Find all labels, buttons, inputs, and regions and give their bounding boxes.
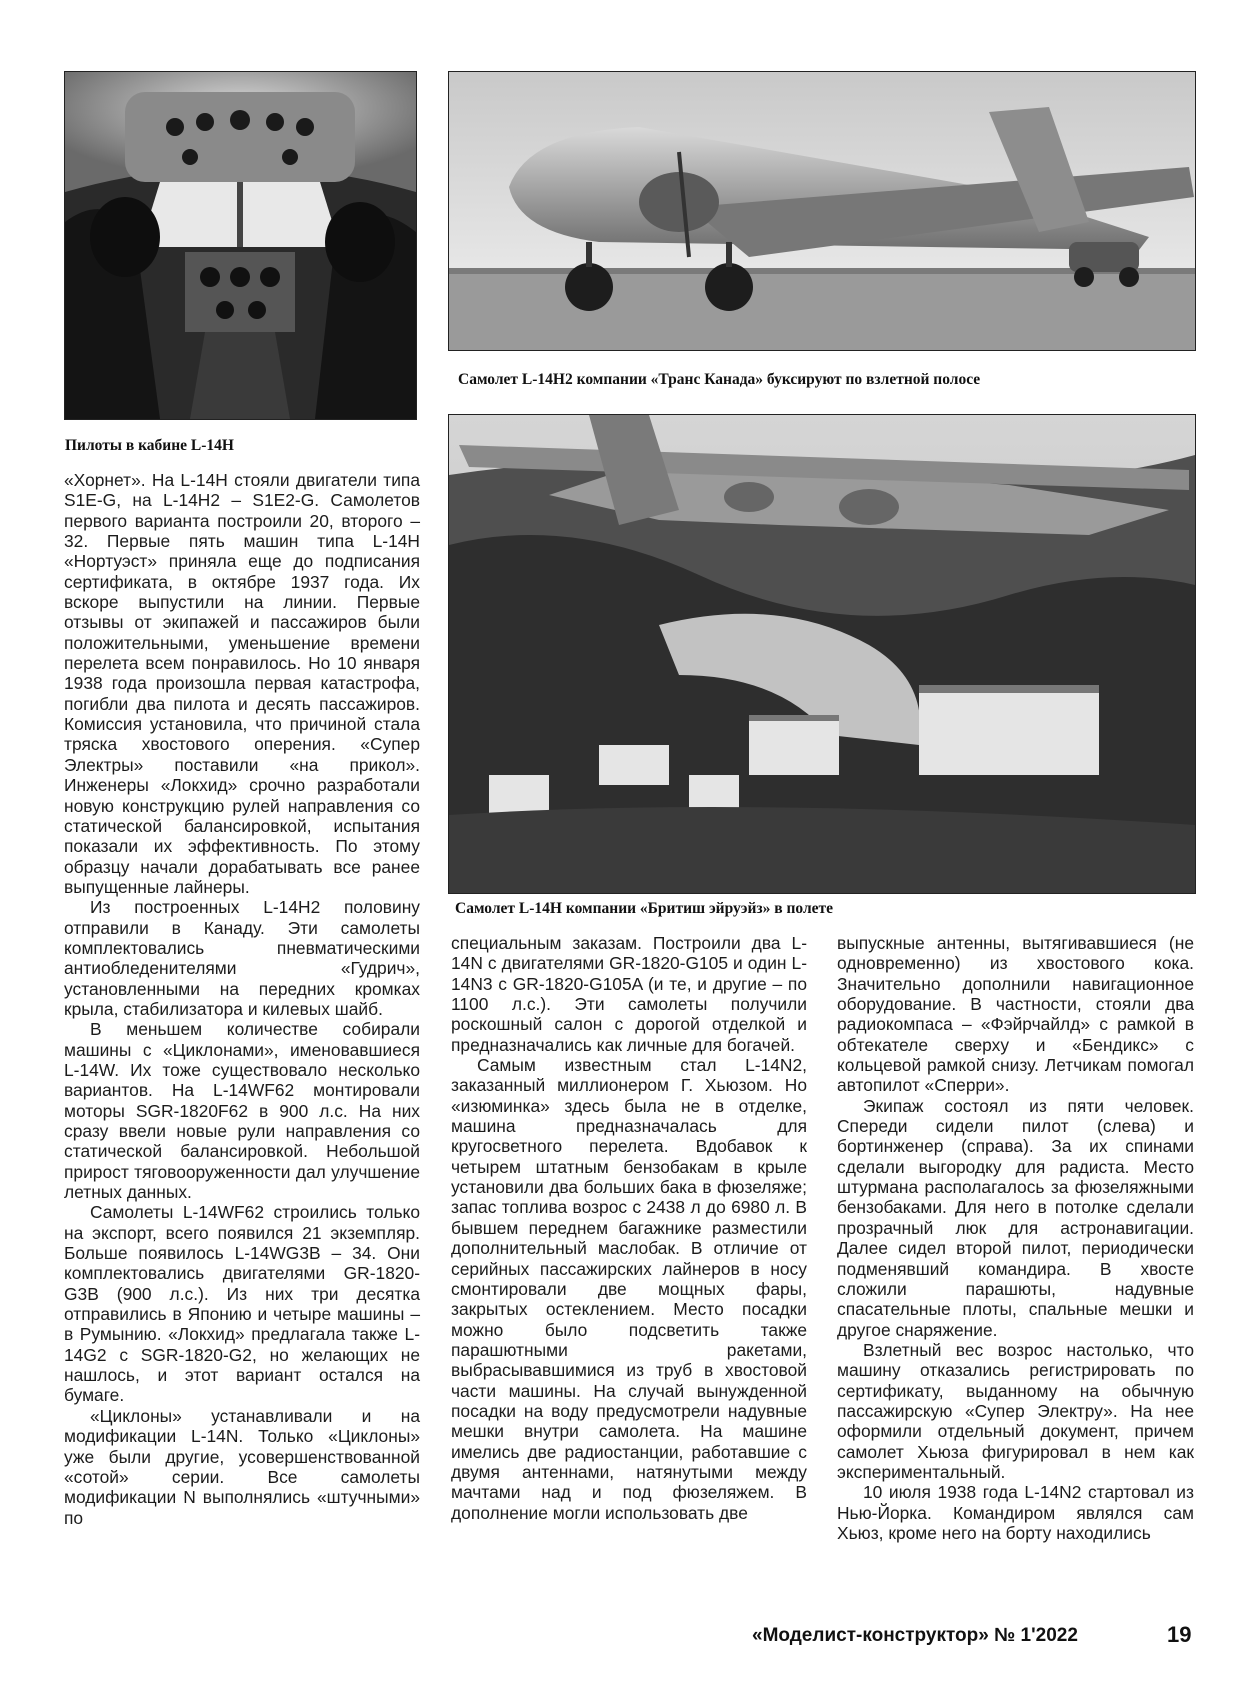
right-paragraph-4: 10 июля 1938 года L-14N2 стартовал из Нью-Йорка. Командиром являлся сам Хьюз, кроме него на борту находились bbox=[837, 1482, 1194, 1543]
cockpit-photo bbox=[64, 71, 417, 420]
middle-paragraph-1: специальным заказам. Построили два L-14N с двигателями GR-1820-G105 и один L-14N3 с GR-1820-G105A (и те, и другие – по 1100 л.с.). Эти самолеты получили роскошный салон с дорогой отделкой и предназначались как личные для богачей. bbox=[451, 933, 807, 1055]
right-paragraph-1: выпускные антенны, вытягивавшиеся (не одновременно) из хвостового кока. Значительно дополнили навигационное оборудование. В частности, стояли два радиокомпаса – «Фэйрчайлд» с рамкой в обтекателе сверху и «Бендикс» с кольцевой рамкой снизу. Летчикам помогал автопилот «Сперри». bbox=[837, 933, 1194, 1096]
left-column bbox=[64, 470, 420, 1528]
trans-canada-caption: Самолет L-14H2 компании «Транс Канада» буксируют по взлетной полосе bbox=[458, 371, 981, 388]
left-paragraph-5: «Циклоны» устанавливали и на модификации L-14N. Только «Циклоны» уже были другие, усовершенствованной «сотой» серии. Все самолеты модификации N выполнялись «штучными» по bbox=[64, 1405, 420, 1528]
left-paragraph-1: «Хорнет». На L-14H стояли двигатели типа S1E-G, на L-14H2 – S1E2-G. Самолетов первого варианта построили 20, второго – 32. Первые пять машин типа L-14H «Нортуэст» приняла еще до подписания сертификата, в октябре 1937 года. Их вскоре выпустили на линии. Первые отзывы от экипажей и пассажиров были положительными, уменьшение времени перелета всем понравилось. Но 10 января 1938 года произошла первая катастрофа, погибли два пилота и десять пассажиров. Комиссия установила, что причиной стала тряска хвостового оперения. «Супер Электры» поставили «на прикол». Инженеры «Локхид» срочно разработали новую конструкцию рулей направления со статической балансировкой, испытания показали их эффективность. По этому образцу начали дорабатывать все ранее выпущенные лайнеры. bbox=[64, 470, 420, 897]
left-paragraph-2: Из построенных L-14H2 половину отправили в Канаду. Эти самолеты комплектовались пневматическими антиобледенителями «Гудрич», установленными на передних кромках крыла, стабилизатора и килевых шайб. bbox=[64, 897, 420, 1019]
page-number: 19 bbox=[1167, 1622, 1192, 1647]
trans-canada-photo bbox=[448, 71, 1196, 351]
magazine-footer: «Моделист-конструктор» № 1'2022 bbox=[752, 1625, 1078, 1646]
british-airways-photo bbox=[448, 414, 1196, 894]
middle-column bbox=[451, 933, 807, 1523]
left-paragraph-4: Самолеты L-14WF62 строились только на экспорт, всего появился 21 экземпляр. Больше появилось L-14WG3B – 34. Они комплектовались двигателями GR-1820-G3B (900 л.с.). Из них три десятка отправились в Японию и четыре машины – в Румынию. «Локхид» предлагала также L-14G2 с SGR-1820-G2, но желающих не нашлось, и этот вариант остался на бумаге. bbox=[64, 1202, 420, 1406]
middle-paragraph-2: Самым известным стал L-14N2, заказанный миллионером Г. Хьюзом. Но «изюминка» здесь была не в отделке, машина предназначалась для кругосветного перелета. Вдобавок к четырем штатным бензобакам в крыле установили два больших бака в фюзеляже; запас топлива возрос с 2438 л до 6980 л. В бывшем переднем багажнике разместили дополнительный маслобак. В отличие от серийных пассажирских лайнеров в носу смонтировали две мощных фары, закрытых остеклением. Место посадки можно было подсветить также парашютными ракетами, выбрасывавшимися из труб в хвостовой части машины. На случай вынужденной посадки на воду предусмотрели надувные мешки внутри самолета. На машине имелись две радиостанции, работавшие с двумя антеннами, натянутыми между мачтами над и под фюзеляжем. В дополнение могли использовать две bbox=[451, 1055, 807, 1523]
right-paragraph-3: Взлетный вес возрос настолько, что машину отказались регистрировать по сертификату, выданному на обычную пассажирскую «Супер Электру». На нее оформили отдельный документ, причем самолет Хьюза фигурировал в нем как экспериментальный. bbox=[837, 1339, 1194, 1482]
right-column bbox=[837, 933, 1194, 1543]
left-paragraph-3: В меньшем количестве собирали машины с «Циклонами», именовавшиеся L-14W. Их тоже существовало несколько вариантов. На L-14WF62 монтировали моторы SGR-1820F62 в 900 л.с. На них сразу ввели новые рули направления со статической балансировкой. Небольшой прирост тяговооруженности дал улучшение летных данных. bbox=[64, 1019, 420, 1203]
cockpit-caption: Пилоты в кабине L-14H bbox=[65, 437, 234, 454]
british-airways-caption: Самолет L-14H компании «Бритиш эйруэйз» в полете bbox=[455, 900, 834, 917]
right-paragraph-2: Экипаж состоял из пяти человек. Спереди сидели пилот (слева) и бортинженер (справа). За их спинами сделали выгородку для радиста. Место штурмана располагалось за фюзеляжными бензобаками. Для него в потолке сделали прозрачный люк для астронавигации. Далее сидел второй пилот, периодически подменявший командира. В хвосте сложили парашюты, надувные спасательные плоты, спальные мешки и другое снаряжение. bbox=[837, 1095, 1194, 1340]
